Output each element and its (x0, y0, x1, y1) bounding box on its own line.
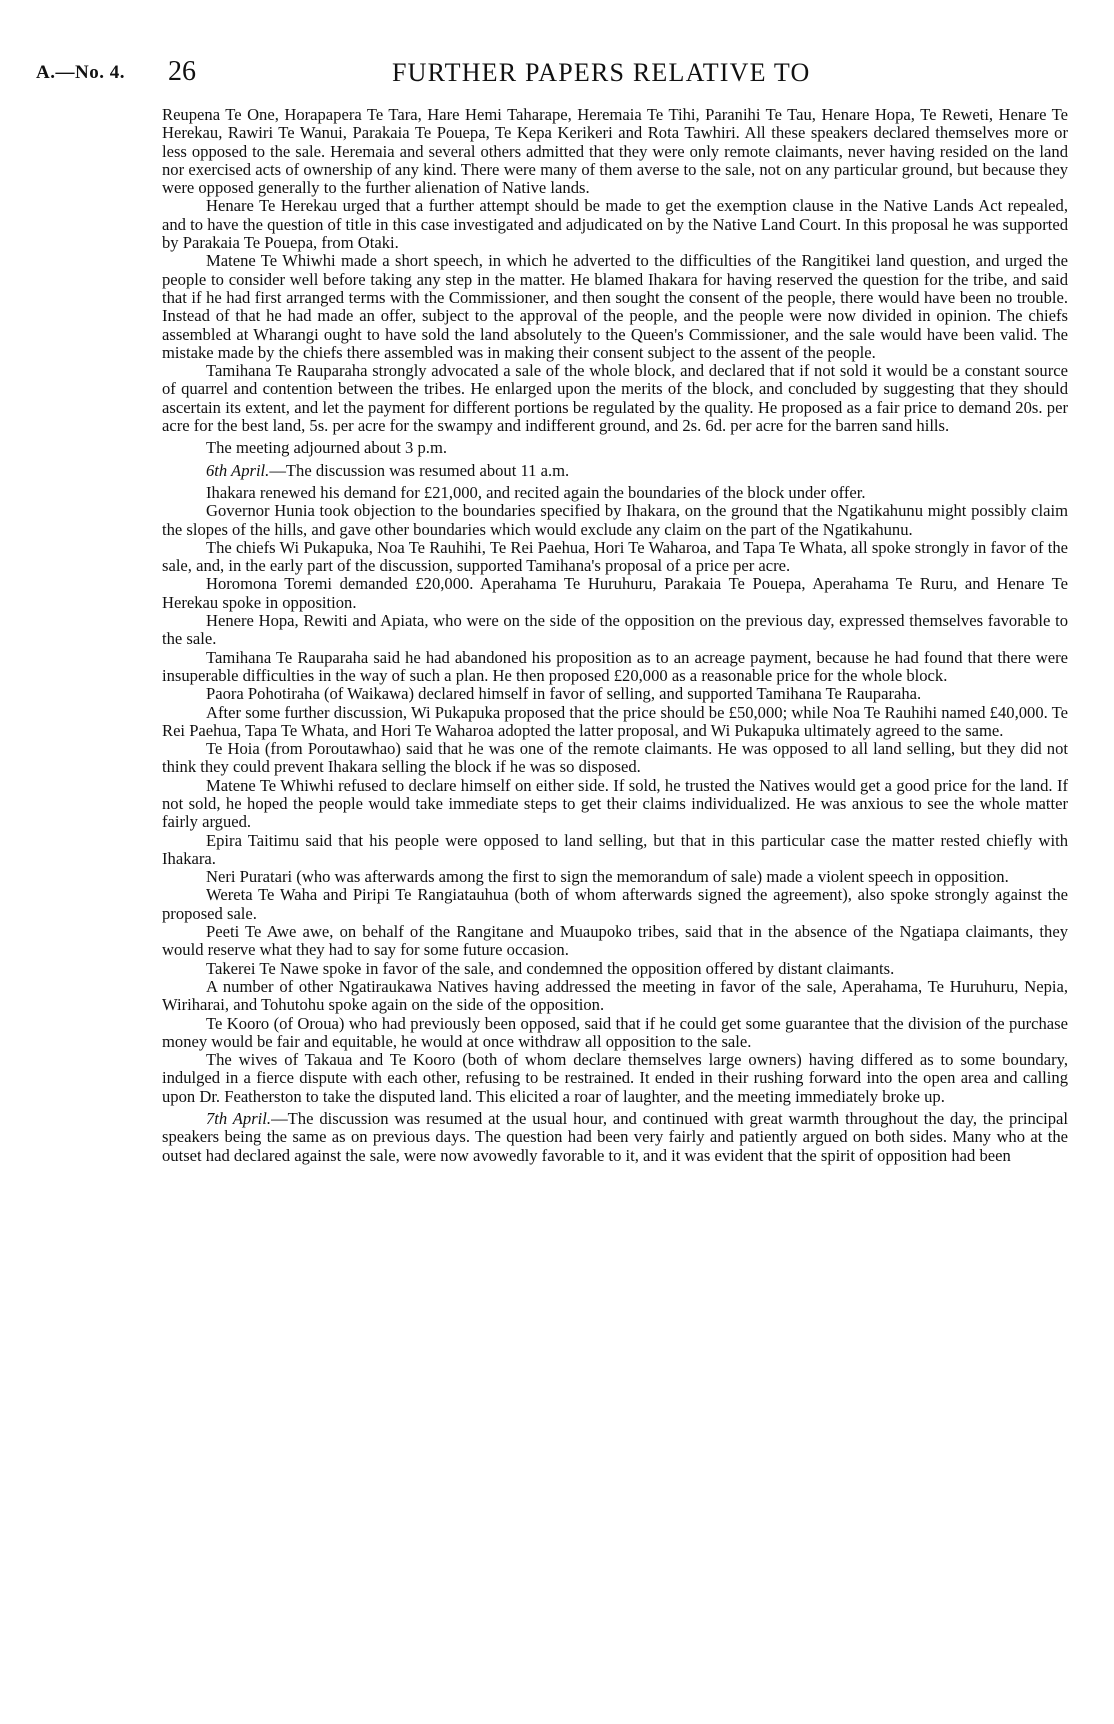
body-text (162, 106, 1068, 1165)
page-number: 26 (168, 56, 196, 87)
entry-date: 7th April. (206, 1109, 272, 1129)
paragraph: The meeting adjourned about 3 p.m. (206, 438, 448, 458)
document-reference: A.—No. 4. (36, 62, 125, 83)
paragraph: Governor Hunia took objection to the boundaries specified by Ihakara, on the ground that the Ngatikahunu might possibly claim the slopes of the hills, and gave other boundaries which would exclude any claim on the part of the Ngatikahunu. (162, 501, 1068, 539)
paragraph: Takerei Te Nawe spoke in favor of the sale, and condemned the opposition offered by distant claimants. (206, 958, 895, 978)
paragraph: Horomona Toremi demanded £20,000. Aperahama Te Huruhuru, Parakaia Te Pouepa, Aperahama Te Ruru, and Henare Te Herekau spoke in opposition. (162, 574, 1068, 612)
dated-paragraph (162, 1110, 1068, 1165)
paragraph: After some further discussion, Wi Pukapuka proposed that the price should be £50,000; while Noa Te Rauhihi named £40,000. Te Rei Paehua, Tapa Te Whata, and Hori Te Waharoa adopted the latter proposal, and Wi Pukapuka ultimately agreed to the same. (162, 702, 1068, 740)
paragraph: Henere Hopa, Rewiti and Apiata, who were on the side of the opposition on the previous day, expressed themselves favorable to the sale. (162, 611, 1068, 649)
paragraph: Te Hoia (from Poroutawhao) said that he was one of the remote claimants. He was opposed to all land selling, but they did not think they could prevent Ihakara selling the block if he was so disposed. (162, 739, 1068, 777)
paragraph: Henare Te Herekau urged that a further attempt should be made to get the exemption clause in the Native Lands Act repealed, and to have the question of title in this case investigated and adjudicated on by the Native Land Court. In this proposal he was supported by Parakaia Te Pouepa, from Otaki. (162, 196, 1068, 253)
paragraph: Reupena Te One, Horapapera Te Tara, Hare Hemi Taharape, Heremaia Te Tihi, Paranihi Te Tau, Henare Hopa, Te Reweti, Henare Te Herekau, Rawiri Te Wanui, Parakaia Te Pouepa, Te Kepa Kerikeri and Rota Tawhiri. All these speakers declared themselves more or less opposed to the sale. Heremaia and several others admitted that they were only remote claimants, never having resided on the land nor exercised acts of ownership of any kind. There were many of them averse to the sale, not on any particular ground, but because they were opposed generally to the further alienation of Native lands. (162, 105, 1068, 198)
paragraph: Matene Te Whiwhi refused to declare himself on either side. If sold, he trusted the Natives would get a good price for the land. If not sold, he hoped the people would take immediate steps to get their claims individualized. He was anxious to see the whole matter fairly argued. (162, 775, 1068, 832)
page-header (36, 56, 1076, 96)
dated-paragraph (162, 462, 1068, 480)
paragraph-text: —The discussion was resumed at the usual hour, and continued with great warmth throughout the day, the principal speakers being the same as on previous days. The question had been very fairly and patiently argued on both sides. Many who at the outset had declared against the sale, were now avowedly favorable to it, and it was evident that the spirit of opposition had been (162, 1109, 1068, 1165)
paragraph: Ihakara renewed his demand for £21,000, and recited again the boundaries of the block under offer. (206, 482, 866, 502)
paragraph: The chiefs Wi Pukapuka, Noa Te Rauhihi, Te Rei Paehua, Hori Te Waharoa, and Tapa Te Whata, all spoke strongly in favor of the sale, and, in the early part of the discussion, supported Tamihana's proposal of a price per acre. (162, 537, 1068, 576)
paragraph: Peeti Te Awe awe, on behalf of the Rangitane and Muaupoko tribes, said that in the absence of the Ngatiapa claimants, they would reserve what they had to say for some future occasion. (162, 922, 1068, 960)
paragraph: Te Kooro (of Oroua) who had previously been opposed, said that if he could get some guarantee that the division of the purchase money would be fair and equitable, he would at once withdraw all opposition to the sale. (162, 1013, 1068, 1051)
paragraph: Tamihana Te Rauparaha strongly advocated a sale of the whole block, and declared that if not sold it would be a constant source of quarrel and contention between the tribes. He enlarged upon the merits of the block, and concluded by suggesting that they should ascertain its extent, and let the payment for different portions be regulated by the quality. He proposed as a fair price to demand 20s. per acre for the best land, 5s. per acre for the swampy and indifferent ground, and 2s. 6d. per acre for the barren sand hills. (162, 361, 1068, 436)
paragraph-text: —The discussion was resumed about 11 a.m. (269, 460, 570, 480)
paragraph: Wereta Te Waha and Piripi Te Rangiatauhua (both of whom afterwards signed the agreement), also spoke strongly against the proposed sale. (162, 885, 1068, 923)
paragraph: Matene Te Whiwhi made a short speech, in which he adverted to the difficulties of the Rangitikei land question, and urged the people to consider well before taking any step in the matter. He blamed Ihakara for having reserved the question for the tribe, and said that if he had first arranged terms with the Commissioner, and then sought the consent of the people, there would have been no trouble. Instead of that he had made an offer, subject to the approval of the people, and the people were now divided in opinion. The chiefs assembled at Wharangi ought to have sold the land absolutely to the Queen's Commissioner, and the sale would have been valid. The mistake made by the chiefs there assembled was in making their consent subject to the assent of the people. (162, 251, 1068, 362)
paragraph: Paora Pohotiraha (of Waikawa) declared himself in favor of selling, and supported Tamihana Te Rauparaha. (206, 684, 922, 704)
running-title: FURTHER PAPERS RELATIVE TO (392, 58, 811, 87)
paragraph: Epira Taitimu said that his people were opposed to land selling, but that in this particular case the matter rested chiefly with Ihakara. (162, 830, 1068, 868)
paragraph: A number of other Ngatiraukawa Natives having addressed the meeting in favor of the sale, Aperahama, Te Huruhuru, Nepia, Wiriharai, and Tohutohu spoke again on the side of the opposition. (162, 976, 1068, 1015)
paragraph: Tamihana Te Rauparaha said he had abandoned his proposition as to an acreage payment, because he had found that there were insuperable difficulties in the way of such a plan. He then proposed £20,000 as a reasonable price for the whole block. (162, 647, 1068, 685)
entry-date: 6th April. (206, 460, 270, 480)
paragraph: Neri Puratari (who was afterwards among the first to sign the memorandum of sale) made a violent speech in opposition. (206, 867, 1009, 887)
paragraph: The wives of Takaua and Te Kooro (both of whom declare themselves large owners) having differed as to some boundary, indulged in a fierce dispute with each other, refusing to be restrained. It ended in their rushing forward into the open area and calling upon Dr. Featherston to take the disputed land. This elicited a roar of laughter, and the meeting immediately broke up. (162, 1050, 1068, 1106)
